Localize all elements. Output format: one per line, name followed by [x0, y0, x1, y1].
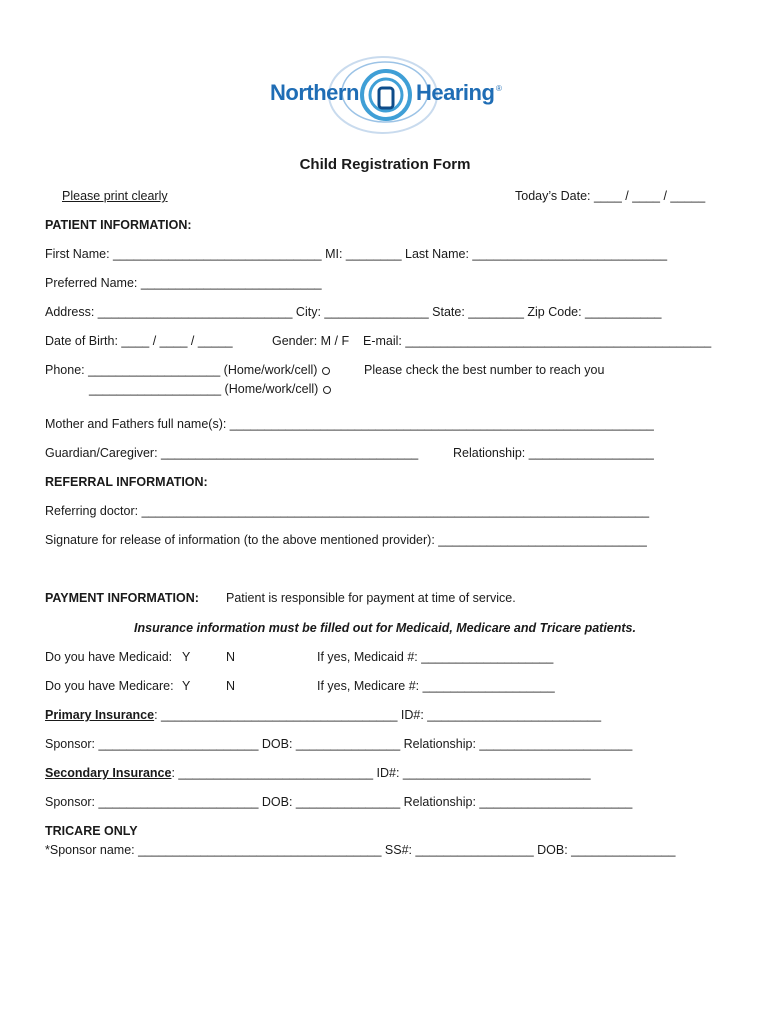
- medicaid-question: Do you have Medicaid:: [45, 650, 173, 664]
- primary-insurance-label: Primary Insurance: [45, 708, 155, 722]
- phone-1-radio[interactable]: [322, 367, 330, 375]
- parents-name-field[interactable]: Mother and Fathers full name(s): _____________________________________________________________: [45, 417, 654, 431]
- logo-brand-right: Hearing: [416, 80, 495, 105]
- sponsor-row-2[interactable]: Sponsor: _______________________ DOB: _______________ Relationship: ______________________: [45, 795, 633, 809]
- phone-field-1[interactable]: Phone: ___________________ (Home/work/cell): [45, 363, 318, 377]
- tricare-sponsor-row[interactable]: *Sponsor name: ___________________________________ SS#: _________________ DOB: _______________: [45, 843, 676, 857]
- medicare-number-field[interactable]: If yes, Medicare #: ___________________: [317, 679, 555, 693]
- email-field[interactable]: E-mail: ____________________________________________: [363, 334, 712, 348]
- phone-field-2[interactable]: ___________________ (Home/work/cell): [89, 382, 319, 396]
- logo-trademark: ®: [496, 84, 502, 93]
- print-clearly-note: Please print clearly: [62, 189, 168, 203]
- preferred-name-field[interactable]: Preferred Name: __________________________: [45, 276, 322, 290]
- dob-field[interactable]: Date of Birth: ____ / ____ / _____: [45, 334, 233, 348]
- relationship-field[interactable]: Relationship: __________________: [453, 446, 654, 460]
- phone-2-radio[interactable]: [323, 386, 331, 394]
- phone-row-2[interactable]: [89, 382, 331, 396]
- insurance-note: Insurance information must be filled out for Medicaid, Medicare and Tricare patients.: [134, 621, 636, 635]
- referral-info-heading: REFERRAL INFORMATION:: [45, 475, 208, 489]
- patient-info-heading: PATIENT INFORMATION:: [45, 218, 192, 232]
- medicare-no-option[interactable]: N: [226, 679, 236, 693]
- sponsor-row-1[interactable]: Sponsor: _______________________ DOB: _______________ Relationship: ______________________: [45, 737, 633, 751]
- first-name-row[interactable]: First Name: ______________________________ MI: ________ Last Name: ____________________________: [45, 247, 668, 261]
- signature-release-field[interactable]: Signature for release of information (to the above mentioned provider): ______________________________: [45, 533, 647, 547]
- medicaid-no-option[interactable]: N: [226, 650, 236, 664]
- guardian-field[interactable]: Guardian/Caregiver: _____________________________________: [45, 446, 419, 460]
- secondary-insurance-label: Secondary Insurance: [45, 766, 172, 780]
- payment-responsibility-note: Patient is responsible for payment at time of service.: [226, 591, 516, 605]
- primary-insurance-row[interactable]: [45, 708, 601, 722]
- gender-field[interactable]: Gender: M / F: [272, 334, 350, 348]
- tricare-heading: TRICARE ONLY: [45, 824, 138, 838]
- secondary-insurance-field[interactable]: : ____________________________ ID#: ___________________________: [171, 766, 591, 780]
- phone-row-1[interactable]: [45, 363, 330, 377]
- northern-hearing-logo: [268, 50, 508, 140]
- secondary-insurance-row[interactable]: [45, 766, 591, 780]
- address-row[interactable]: Address: ____________________________ City: _______________ State: ________ Zip Code: ___________: [45, 305, 662, 319]
- primary-insurance-field[interactable]: : __________________________________ ID#: _________________________: [154, 708, 602, 722]
- medicare-yes-option[interactable]: Y: [182, 679, 191, 693]
- medicaid-number-field[interactable]: If yes, Medicaid #: ___________________: [317, 650, 554, 664]
- form-title: Child Registration Form: [299, 156, 471, 173]
- medicare-question: Do you have Medicare:: [45, 679, 174, 693]
- logo-brand-left: Northern: [270, 80, 359, 105]
- referring-doctor-field[interactable]: Referring doctor: _________________________________________________________________________: [45, 504, 650, 518]
- payment-info-heading: PAYMENT INFORMATION:: [45, 591, 199, 605]
- medicaid-yes-option[interactable]: Y: [182, 650, 191, 664]
- todays-date-field[interactable]: Today’s Date: ____ / ____ / _____: [515, 189, 706, 203]
- phone-note: Please check the best number to reach you: [364, 363, 605, 377]
